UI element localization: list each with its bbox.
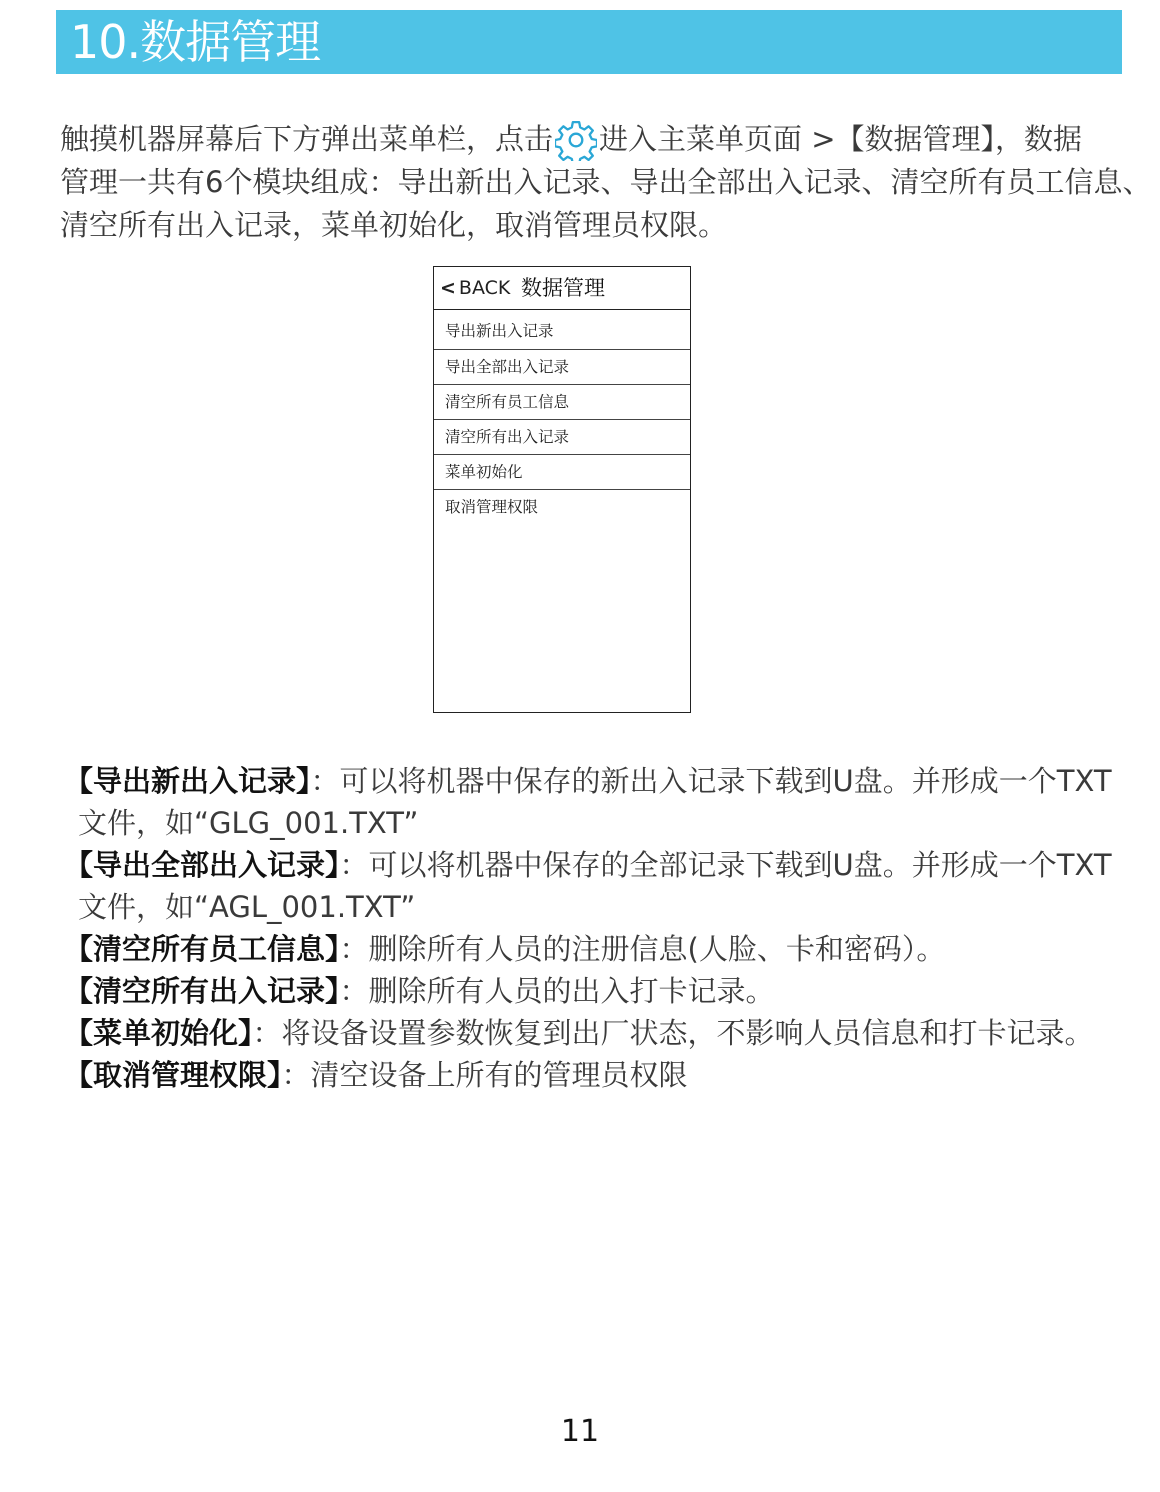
page-number: 11 [560, 1414, 600, 1449]
desc-term: 【导出新出入记录】 [64, 764, 311, 798]
desc-text: ：删除所有人员的出入打卡记录。 [339, 974, 775, 1008]
desc-text: ：清空设备上所有的管理员权限 [281, 1058, 688, 1092]
intro-line-2: 管理一共有6个模块组成：导出新出入记录、导出全部出入记录、清空所有员工信息、 [60, 165, 1152, 199]
device-screen-mockup [433, 266, 691, 713]
desc-continuation: 文件，如“GLG_001.TXT” [78, 806, 419, 840]
intro-line-1 [60, 118, 1150, 161]
back-button[interactable] [440, 275, 510, 301]
section-title: 10.数据管理 [70, 15, 321, 69]
intro-line-3: 清空所有出入记录，菜单初始化，取消管理员权限。 [60, 208, 728, 242]
intro-text-before-icon: 触摸机器屏幕后下方弹出菜单栏，点击 [60, 122, 554, 156]
menu-item-clear-records[interactable]: 清空所有出入记录 [434, 420, 690, 455]
desc-term: 【导出全部出入记录】 [64, 848, 340, 882]
intro-text-after-icon: 进入主菜单页面 >【数据管理】，数据 [599, 122, 1083, 156]
desc-term: 【清空所有出入记录】 [64, 974, 340, 1008]
desc-text: ：删除所有人员的注册信息(人脸、卡和密码）。 [339, 932, 946, 966]
device-header [434, 267, 690, 310]
desc-menu-reset [64, 1012, 1144, 1054]
menu-item-export-new[interactable]: 导出新出入记录 [434, 310, 690, 350]
device-title: 数据管理 [521, 276, 605, 300]
desc-continuation: 文件，如“AGL_001.TXT” [78, 890, 416, 924]
menu-item-export-all[interactable]: 导出全部出入记录 [434, 350, 690, 385]
desc-text: ：将设备设置参数恢复到出厂状态，不影响人员信息和打卡记录。 [252, 1016, 1094, 1050]
menu-item-clear-employees[interactable]: 清空所有员工信息 [434, 385, 690, 420]
menu-item-revoke-admin[interactable]: 取消管理权限 [445, 498, 539, 516]
desc-text: ：可以将机器中保存的全部记录下载到U盘。并形成一个TXT [339, 848, 1112, 882]
desc-clear-employees [64, 928, 1144, 970]
gear-icon [555, 119, 597, 161]
desc-term: 【取消管理权限】 [64, 1058, 282, 1092]
intro-paragraph [60, 118, 1150, 247]
desc-term: 【清空所有员工信息】 [64, 932, 340, 966]
desc-revoke-admin [64, 1054, 1144, 1096]
section-header-bar [56, 10, 1122, 74]
back-label: BACK [458, 277, 511, 299]
desc-term: 【菜单初始化】 [64, 1016, 253, 1050]
desc-export-all [64, 844, 1144, 886]
descriptions-list [64, 760, 1144, 1096]
desc-clear-records [64, 970, 1144, 1012]
desc-text: ：可以将机器中保存的新出入记录下载到U盘。并形成一个TXT [310, 764, 1112, 798]
desc-export-new [64, 760, 1144, 802]
menu-item-menu-reset[interactable]: 菜单初始化 [434, 455, 690, 490]
chevron-left-icon: < [440, 277, 456, 299]
